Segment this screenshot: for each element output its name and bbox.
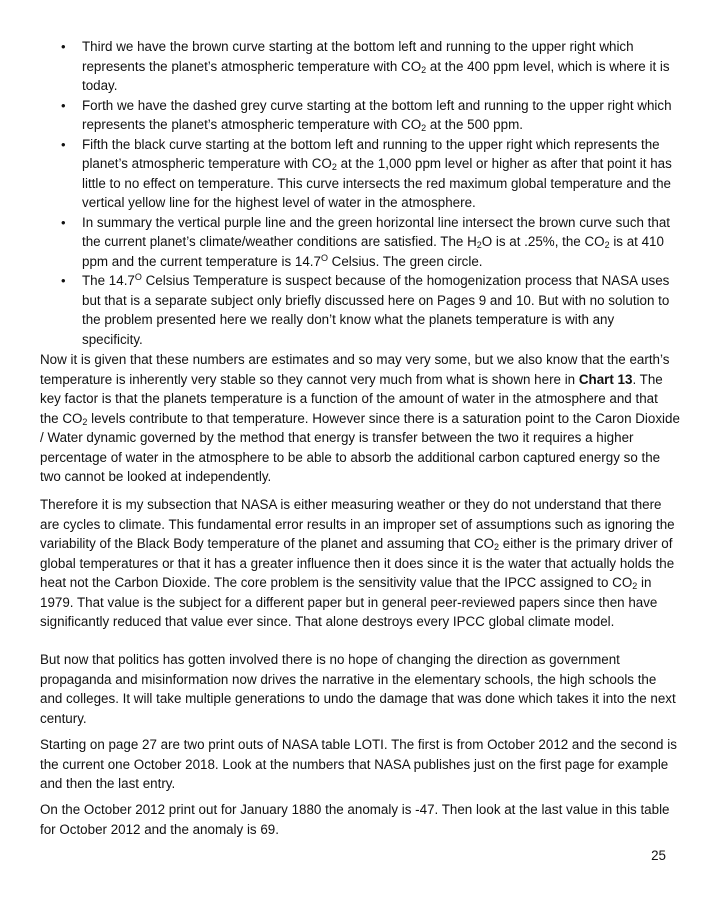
bullet-icon: • <box>61 214 66 230</box>
page-number: 25 <box>651 848 666 863</box>
paragraph-loti-printouts: Starting on page 27 are two print outs of NASA table LOTI. The first is from October 2012 and the second is the current one October 2018. Look at the numbers that NASA publishes just on the first page for example and then the last entry. <box>40 737 677 791</box>
bullet-text: O is at .25%, the CO <box>481 234 605 249</box>
paragraph-nasa-measuring <box>40 495 680 632</box>
paragraph-text: levels contribute to that temperature. However since there is a saturation point to the Caron Dioxide / Water dynamic governed by the method that energy is transfer between the two it requires a higher percentage of water in the atmosphere to be able to absorb the additional carbon captured energy so the two cannot be looked at independently. <box>40 410 680 484</box>
subscript: 2 <box>82 416 88 427</box>
bullet-text: is at 410 ppm and the current temperature is 14.7 <box>82 234 664 269</box>
subscript: 2 <box>331 162 337 172</box>
subscript: 2 <box>421 123 427 133</box>
bullet-text: at the 1,000 ppm level or higher as after that point it has little to no effect on temperature. This curve intersects the red maximum global temperature and the vertical yellow line for the highest level of water in the atmosphere. <box>82 156 672 210</box>
subscript: 2 <box>604 240 610 250</box>
bullet-text: Forth we have the dashed grey curve starting at the bottom left and running to the upper right which represents the planet’s atmospheric temperature with CO <box>82 97 672 132</box>
paragraph-estimates <box>40 350 680 487</box>
bullet-icon: • <box>61 136 66 152</box>
subscript: 2 <box>632 581 638 591</box>
bullet-icon: • <box>61 97 66 113</box>
bullet-list <box>40 37 672 349</box>
paragraph-text: Therefore it is my subsection that NASA is either measuring weather or they do not understand that there are cycles to climate. This fundamental error results in an improper set of assumptions such as ignoring the variability of the Black Body temperature of the planet and assuming that CO <box>40 497 675 551</box>
paragraph-text: either is the primary driver of global temperatures or that it has a greater influence then it does since it is the water that actually holds the heat not the Carbon Dioxide. The core problem is the sensitivity value that the IPCC assigned to CO <box>40 536 675 590</box>
bullet-text: at the 400 ppm level, which is where it is today. <box>82 58 670 93</box>
paragraph-anomaly: On the October 2012 print out for January 1880 the anomaly is -47. Then look at the last value in this table for October 2012 and the anomaly is 69. <box>40 802 670 837</box>
bullet-text: Fifth the black curve starting at the bottom left and running to the upper right which represents the planet’s atmospheric temperature with CO <box>82 136 660 171</box>
bullet-item-forth-grey-curve <box>40 96 672 135</box>
bullet-item-fifth-black-curve <box>40 135 672 213</box>
paragraph-text: in 1979. That value is the subject for a different paper but in general peer-reviewed papers since then have significantly reduced that value ever since. That alone destroys every IPCC global climate model. <box>40 575 658 629</box>
bullet-text: In summary the vertical purple line and the green horizontal line intersect the brown curve such that the current planet’s climate/weather conditions are satisfied. The H <box>82 214 671 249</box>
degree-superscript: O <box>134 272 142 282</box>
bullet-text: Third we have the brown curve starting at the bottom left and running to the upper right which represents the planet’s atmospheric temperature with CO <box>82 39 634 74</box>
chart-reference: Chart 13 <box>578 371 633 387</box>
bullet-text: Celsius. The green circle. <box>327 253 483 269</box>
bullet-icon: • <box>61 39 66 54</box>
bullet-text: at the 500 ppm. <box>426 117 523 132</box>
paragraph-politics: But now that politics has gotten involved there is no hope of changing the direction as government propaganda and misinformation now drives the narrative in the elementary schools, the high schools the and colleges. It will take multiple generations to undo the damage that was done which takes it into the next century. <box>40 652 676 726</box>
subscript: 2 <box>476 240 482 250</box>
paragraph-text: Now it is given that these numbers are estimates and so may very some, but we also know that the earth’s temperature is inherently very stable so they cannot very much from what is shown here in <box>40 352 670 387</box>
subscript: 2 <box>494 542 500 552</box>
degree-superscript: O <box>320 252 328 263</box>
bullet-text: The 14.7 <box>82 273 135 288</box>
bullet-item-summary <box>40 213 672 272</box>
bullet-icon: • <box>61 273 66 288</box>
bullet-item-third-brown-curve <box>40 37 672 96</box>
bullet-item-temperature-suspect <box>40 271 672 349</box>
bullet-text: Celsius Temperature is suspect because of the homogenization process that NASA uses but that is a separate subject only briefly discussed here on Pages 9 and 10. But with no solution to the problem presented here we really don’t know what the planets temperature is with any specificity. <box>82 273 670 347</box>
paragraph-text: . The key factor is that the planets temperature is a function of the amount of water in the atmosphere and that the CO <box>40 371 663 426</box>
subscript: 2 <box>421 64 427 75</box>
